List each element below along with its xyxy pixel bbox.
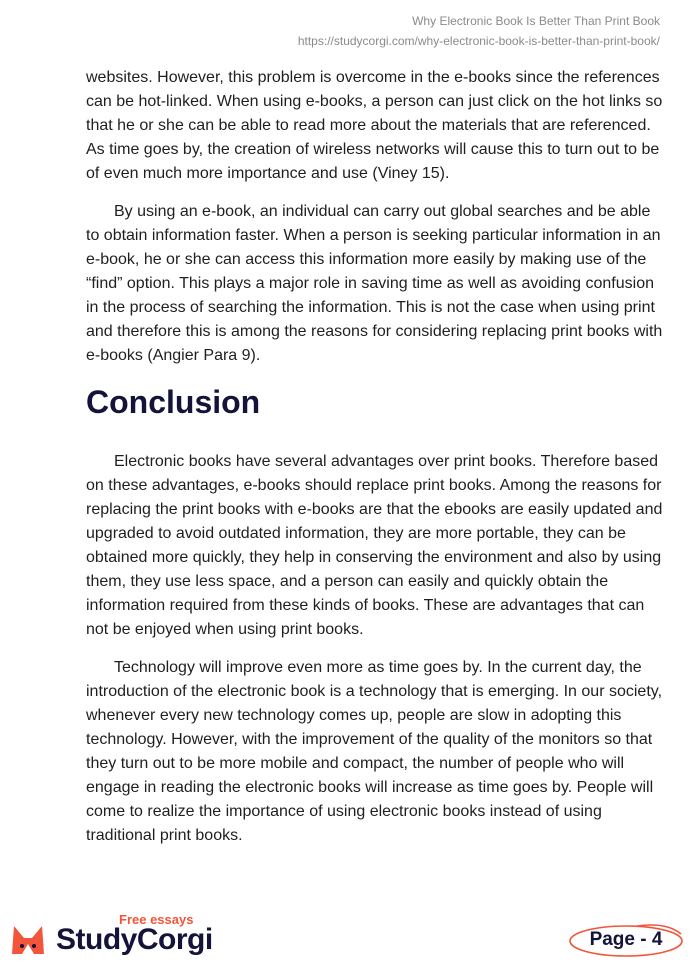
document-body	[86, 66, 664, 862]
logo-brand: StudyCorgi	[56, 923, 213, 956]
document-title: Why Electronic Book Is Better Than Print Book	[412, 14, 660, 28]
page-number: Page - 4	[589, 929, 663, 950]
page-header	[298, 11, 660, 51]
page-number-badge	[567, 922, 685, 958]
section-heading: Conclusion	[86, 384, 261, 420]
paragraph-1: websites. However, this problem is overcome in the e-books since the references can be hot-linked. When using e-books, a person can just click on the hot links so that he or she can be able to read more about the materials that are referenced. As time goes by, the creation of wireless networks will cause this to turn out to be of even much more importance and use (Viney 15).	[86, 69, 663, 182]
corgi-icon	[8, 914, 48, 960]
document-url[interactable]: https://studycorgi.com/why-electronic-book-is-better-than-print-book/	[297, 34, 660, 48]
studycorgi-logo[interactable]	[8, 912, 223, 960]
paragraph-3: Electronic books have several advantages over print books. Therefore based on these advantages, e-books should replace print books. Among the reasons for replacing the print books with e-books are that the ebooks are easily updated and upgraded to avoid outdated information, they are more portable, they can be obtained more quickly, they help in conserving the environment and also by using them, they use less space, and a person can easily and quickly obtain the information required from these kinds of books. These are advantages that can not be enjoyed when using print books.	[86, 453, 663, 638]
paragraph-2: By using an e-book, an individual can carry out global searches and be able to obtain information faster. When a person is seeking particular information in an e-book, he or she can access this information more easily by making use of the “find” option. This plays a major role in saving time as well as avoiding confusion in the process of searching the information. This is not the case when using print and therefore this is among the reasons for considering replacing print books with e-books (Angier Para 9).	[86, 203, 663, 364]
logo-tagline: Free essays	[119, 912, 194, 927]
paragraph-4: Technology will improve even more as time goes by. In the current day, the introduction of the electronic book is a technology that is emerging. In our society, whenever every new technology comes up, people are slow in adopting this technology. However, with the improvement of the quality of the monitors so that they turn out to be more mobile and compact, the number of people who will engage in reading the electronic books will increase as time goes by. People will come to realize the importance of using electronic books instead of using traditional print books.	[86, 659, 663, 844]
